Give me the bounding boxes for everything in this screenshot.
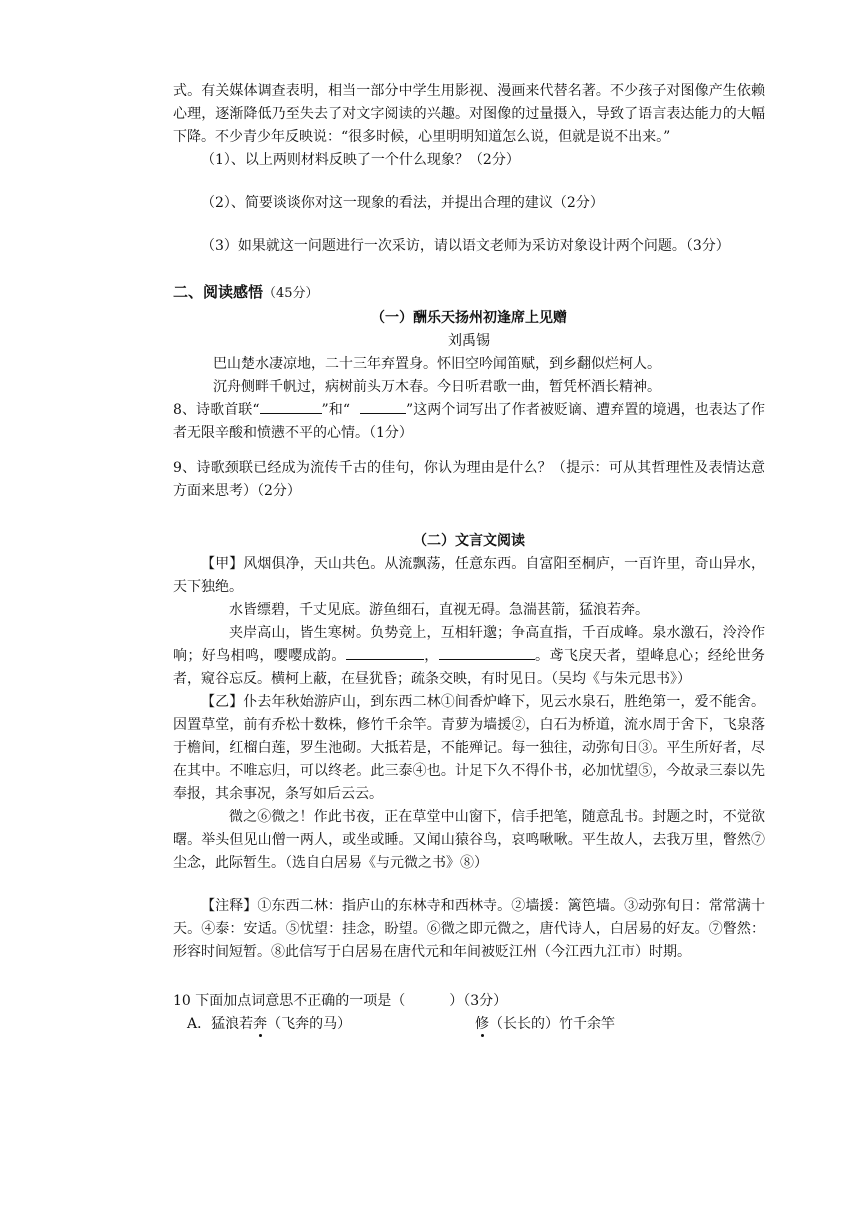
answer-blank[interactable] (260, 399, 322, 414)
answer-blank[interactable] (439, 645, 535, 660)
option-a-gloss: （飞奔的马） (267, 1016, 352, 1032)
question-10-options (173, 1013, 765, 1037)
question-2: （2）、简要谈谈你对这一现象的看法，并提出合理的建议（2分） (201, 195, 604, 211)
answer-blank[interactable] (360, 399, 406, 414)
passage-jia-1: 【甲】风烟俱净，天山共色。从流飘荡，任意东西。自富阳至桐庐，一百许里，奇山异水，天下独绝。 (173, 556, 765, 595)
passage-yi-2: 微之⑥微之！作此书夜，正在草堂中山窗下，信手把笔，随意乱书。封题之时，不觉欲曙。举头但见山僧一两人，或坐或睡。又闻山猿谷鸟，哀鸣啾啾。平生故人，去我万里，瞥然⑦尘念，此际暂生。（选自白居易《与元微之书》⑧） (173, 809, 765, 871)
question-10-stem-b: ）（3分） (449, 993, 508, 1009)
notes: 【注释】①东西二林：指庐山的东林寺和西林寺。②墙援：篱笆墙。③动弥旬日：常常满十天。④泰：安适。⑤忧望：挂念，盼望。⑥微之即元微之，唐代诗人，白居易的好友。⑦瞥然：形容时间短暂。⑧此信写于白居易在唐代元和年间被贬江州（今江西九江市）时期。 (173, 898, 765, 960)
material-paragraph: 式。有关媒体调查表明，相当一部分中学生用影视、漫画来代替名著。不少孩子对图像产生依赖心理，逐渐降低乃至失去了对文字阅读的兴趣。对图像的过量摄入，导致了语言表达能力的大幅下降。不少青少年反映说：“很多时候，心里明明知道怎么说，但就是说不出来。” (173, 83, 765, 145)
question-8-text-a: 8、诗歌首联“ (173, 402, 260, 418)
option-b-dotted-word: 修 (475, 1016, 489, 1032)
section-score: （45分） (263, 286, 319, 301)
question-8 (173, 399, 765, 445)
exam-page (173, 80, 765, 1037)
passage-jia-3-text-b: ， (423, 648, 439, 664)
answer-blank[interactable] (346, 645, 424, 660)
question-9: 9、诗歌颈联已经成为流传千古的佳句，你认为理由是什么？（提示：可从其哲理性及表情达意方面来思考）（2分） (173, 460, 765, 499)
poem-author: 刘禹锡 (448, 333, 490, 349)
question-10 (173, 990, 765, 1013)
question-8-text-b: ”和“ (321, 402, 350, 418)
option-a-text: A．猛浪若 (187, 1016, 254, 1032)
question-3: （3）如果就这一问题进行一次采访，请以语文老师为采访对象设计两个问题。（3分） (201, 238, 730, 254)
poem-title: （一）酬乐天扬州初逢席上见赠 (371, 310, 567, 326)
question-1: （1）、以上两则材料反映了一个什么现象？（2分） (201, 152, 520, 168)
classical-title: （二）文言文阅读 (413, 533, 525, 549)
section-title: 二、阅读感悟 (173, 283, 264, 301)
option-a[interactable] (187, 1013, 351, 1036)
section-heading (173, 280, 765, 306)
passage-jia-3-text-c: 。鸢飞戾天者，望峰息心；经纶世务者，窥谷忘反。横柯上蔽，在昼犹昏；疏条交映，有时见日。（吴均《与朱元思书》） (173, 648, 766, 687)
question-10-stem-a: 10 下面加点词意思不正确的一项是（ (173, 993, 406, 1009)
poem-line-2: 沉舟侧畔千帆过，病树前头万木春。今日听君歌一曲，暂凭杯酒长精神。 (213, 379, 661, 395)
poem-line-1: 巴山楚水凄凉地，二十三年弃置身。怀旧空吟闻笛赋，到乡翻似烂柯人。 (213, 356, 661, 372)
passage-jia-3-text-a: 夹岸高山，皆生寒树。负势竞上，互相轩邈；争高直指，千百成峰。泉水激石，泠泠作响；好鸟相鸣，嘤嘤成韵。 (173, 625, 765, 664)
option-a-dotted-word: 奔 (253, 1016, 268, 1032)
option-b[interactable] (475, 1013, 615, 1036)
question-8-text-c: ”这两个词写出了作者被贬谪、遭弃置的境遇，也表达了作者无限辛酸和愤懑不平的心情。（1分） (173, 402, 765, 441)
passage-jia-3 (173, 622, 765, 691)
passage-jia-2: 水皆缥碧，千丈见底。游鱼细石，直视无碍。急湍甚箭，猛浪若奔。 (229, 602, 649, 618)
option-b-gloss: （长长的）竹千余竿 (489, 1016, 615, 1032)
passage-yi-1: 【乙】仆去年秋始游庐山，到东西二林①间香炉峰下，见云水泉石，胜绝第一，爱不能舍。因置草堂，前有乔松十数株，修竹千余竿。青萝为墙援②，白石为桥道，流水周于舍下，飞泉落于檐间，红榴白莲，罗生池砌。大抵若是，不能殚记。每一独往，动弥旬日③。平生所好者，尽在其中。不唯忘归，可以终老。此三泰④也。计足下久不得仆书，必加忧望⑤，今故录三泰以先奉报，其余事况，条写如后云云。 (173, 694, 765, 802)
